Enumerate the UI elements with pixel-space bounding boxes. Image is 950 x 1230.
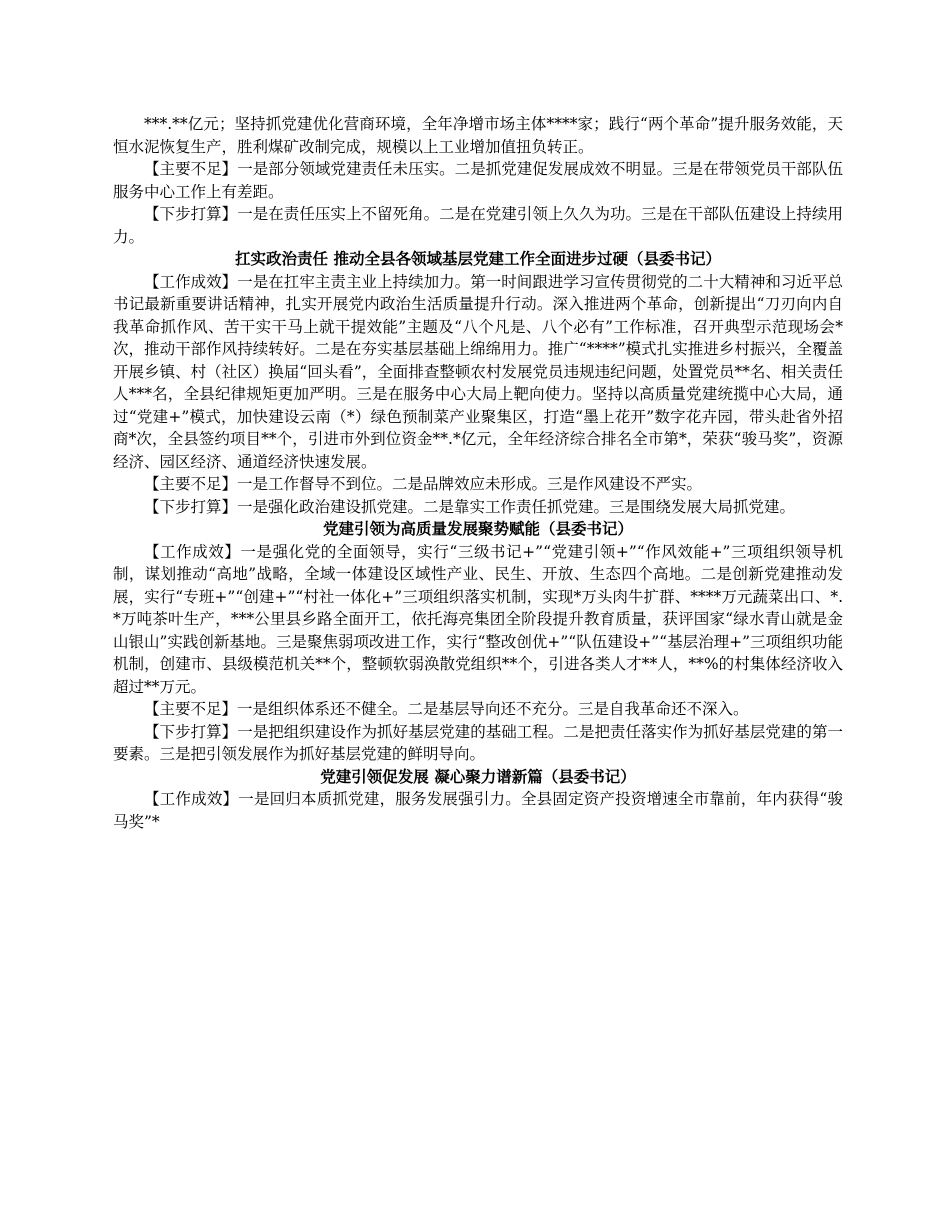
paragraph-next-steps-1: 【下步打算】一是在责任压实上不留死角。二是在党建引领上久久为功。三是在干部队伍建设上持续用力。 bbox=[113, 205, 843, 246]
paragraph-achievements-4: 【工作成效】一是回归本质抓党建，服务发展强引力。全县固定资产投资增速全市靠前，年内获得“骏马奖”* bbox=[113, 790, 843, 831]
document-page bbox=[113, 113, 843, 833]
section-heading-3: 党建引领为高质量发展聚势赋能（县委书记） bbox=[322, 520, 633, 538]
section-heading-4: 党建引领促发展 凝心聚力谱新篇（县委书记） bbox=[320, 767, 636, 786]
paragraph-intro-cont: ***.**亿元；坚持抓党建优化营商环境，全年净增市场主体****家；践行“两个革命”提升服务效能，天恒水泥恢复生产，胜利煤矿改制完成，规模以上工业增加值扭负转正。 bbox=[113, 115, 843, 156]
paragraph-shortcomings-3: 【主要不足】一是组织体系还不健全。二是基层导向还不充分。三是自我革命还不深入。 bbox=[144, 700, 749, 718]
paragraph-achievements-2: 【工作成效】一是在扛牢主责主业上持续加力。第一时间跟进学习宣传贯彻党的二十大精神和习近平总书记最新重要讲话精神，扎实开展党内政治生活质量提升行动。深入推进两个革命，创新提出“刀刃向内自我革命抓作风、苦干实干马上就干提效能”主题及“八个凡是、八个必有”工作标准，召开典型示范现场会*次，推动干部作风持续转好。二是在夯实基层基础上绵绵用力。推广“****”模式扎实推进乡村振兴，全覆盖开展乡镇、村（社区）换届“回头看”，全面排查整顿农村发展党员违规违纪问题，处置党员**名、相关责任人***名，全县纪律规矩更加严明。三是在服务中心大局上靶向使力。坚持以高质量党建统揽中心大局，通过“党建+”模式，加快建设云南（*）绿色预制菜产业聚集区，打造“墨上花开”数字花卉园，带头赴省外招商*次，全县签约项目**个，引进市外到位资金**.*亿元，全年经济综合排名全市第*，荣获“骏马奖”，资源经济、园区经济、通道经济快速发展。 bbox=[113, 272, 843, 471]
section-heading-2: 扛实政治责任 推动全县各领域基层党建工作全面进步过硬（县委书记） bbox=[235, 250, 721, 268]
paragraph-shortcomings-2: 【主要不足】一是工作督导不到位。二是品牌效应未形成。三是作风建设不严实。 bbox=[144, 475, 703, 493]
paragraph-next-steps-2: 【下步打算】一是强化政治建设抓党建。二是靠实工作责任抓党建。三是围绕发展大局抓党建。 bbox=[144, 497, 796, 516]
paragraph-shortcomings-1: 【主要不足】一是部分领域党建责任未压实。二是抓党建促发展成效不明显。三是在带领党员干部队伍服务中心工作上有差距。 bbox=[113, 160, 843, 201]
paragraph-achievements-3: 【工作成效】一是强化党的全面领导，实行“三级书记+”“党建引领+”“作风效能+”三项组织领导机制，谋划推动“高地”战略，全域一体建设区域性产业、民生、开放、生态四个高地。二是创新党建推动发展，实行“专班+”“创建+”“村社一体化+”三项组织落实机制，实现*万头肉牛扩群、****万元蔬菜出口、*.*万吨茶叶生产，***公里县乡路全面开工，依托海亮集团全阶段提升教育质量，获评国家“绿水青山就是金山银山”实践创新基地。三是聚焦弱项改进工作，实行“整改创优+”“队伍建设+”“基层治理+”三项组织功能机制，创建市、县级模范机关**个，整顿软弱涣散党组织**个，引进各类人才**人，**%的村集体经济收入超过**万元。 bbox=[113, 542, 843, 696]
paragraph-next-steps-3: 【下步打算】一是把组织建设作为抓好基层党建的基础工程。二是把责任落实作为抓好基层党建的第一要素。三是把引领发展作为抓好基层党建的鲜明导向。 bbox=[113, 722, 843, 763]
